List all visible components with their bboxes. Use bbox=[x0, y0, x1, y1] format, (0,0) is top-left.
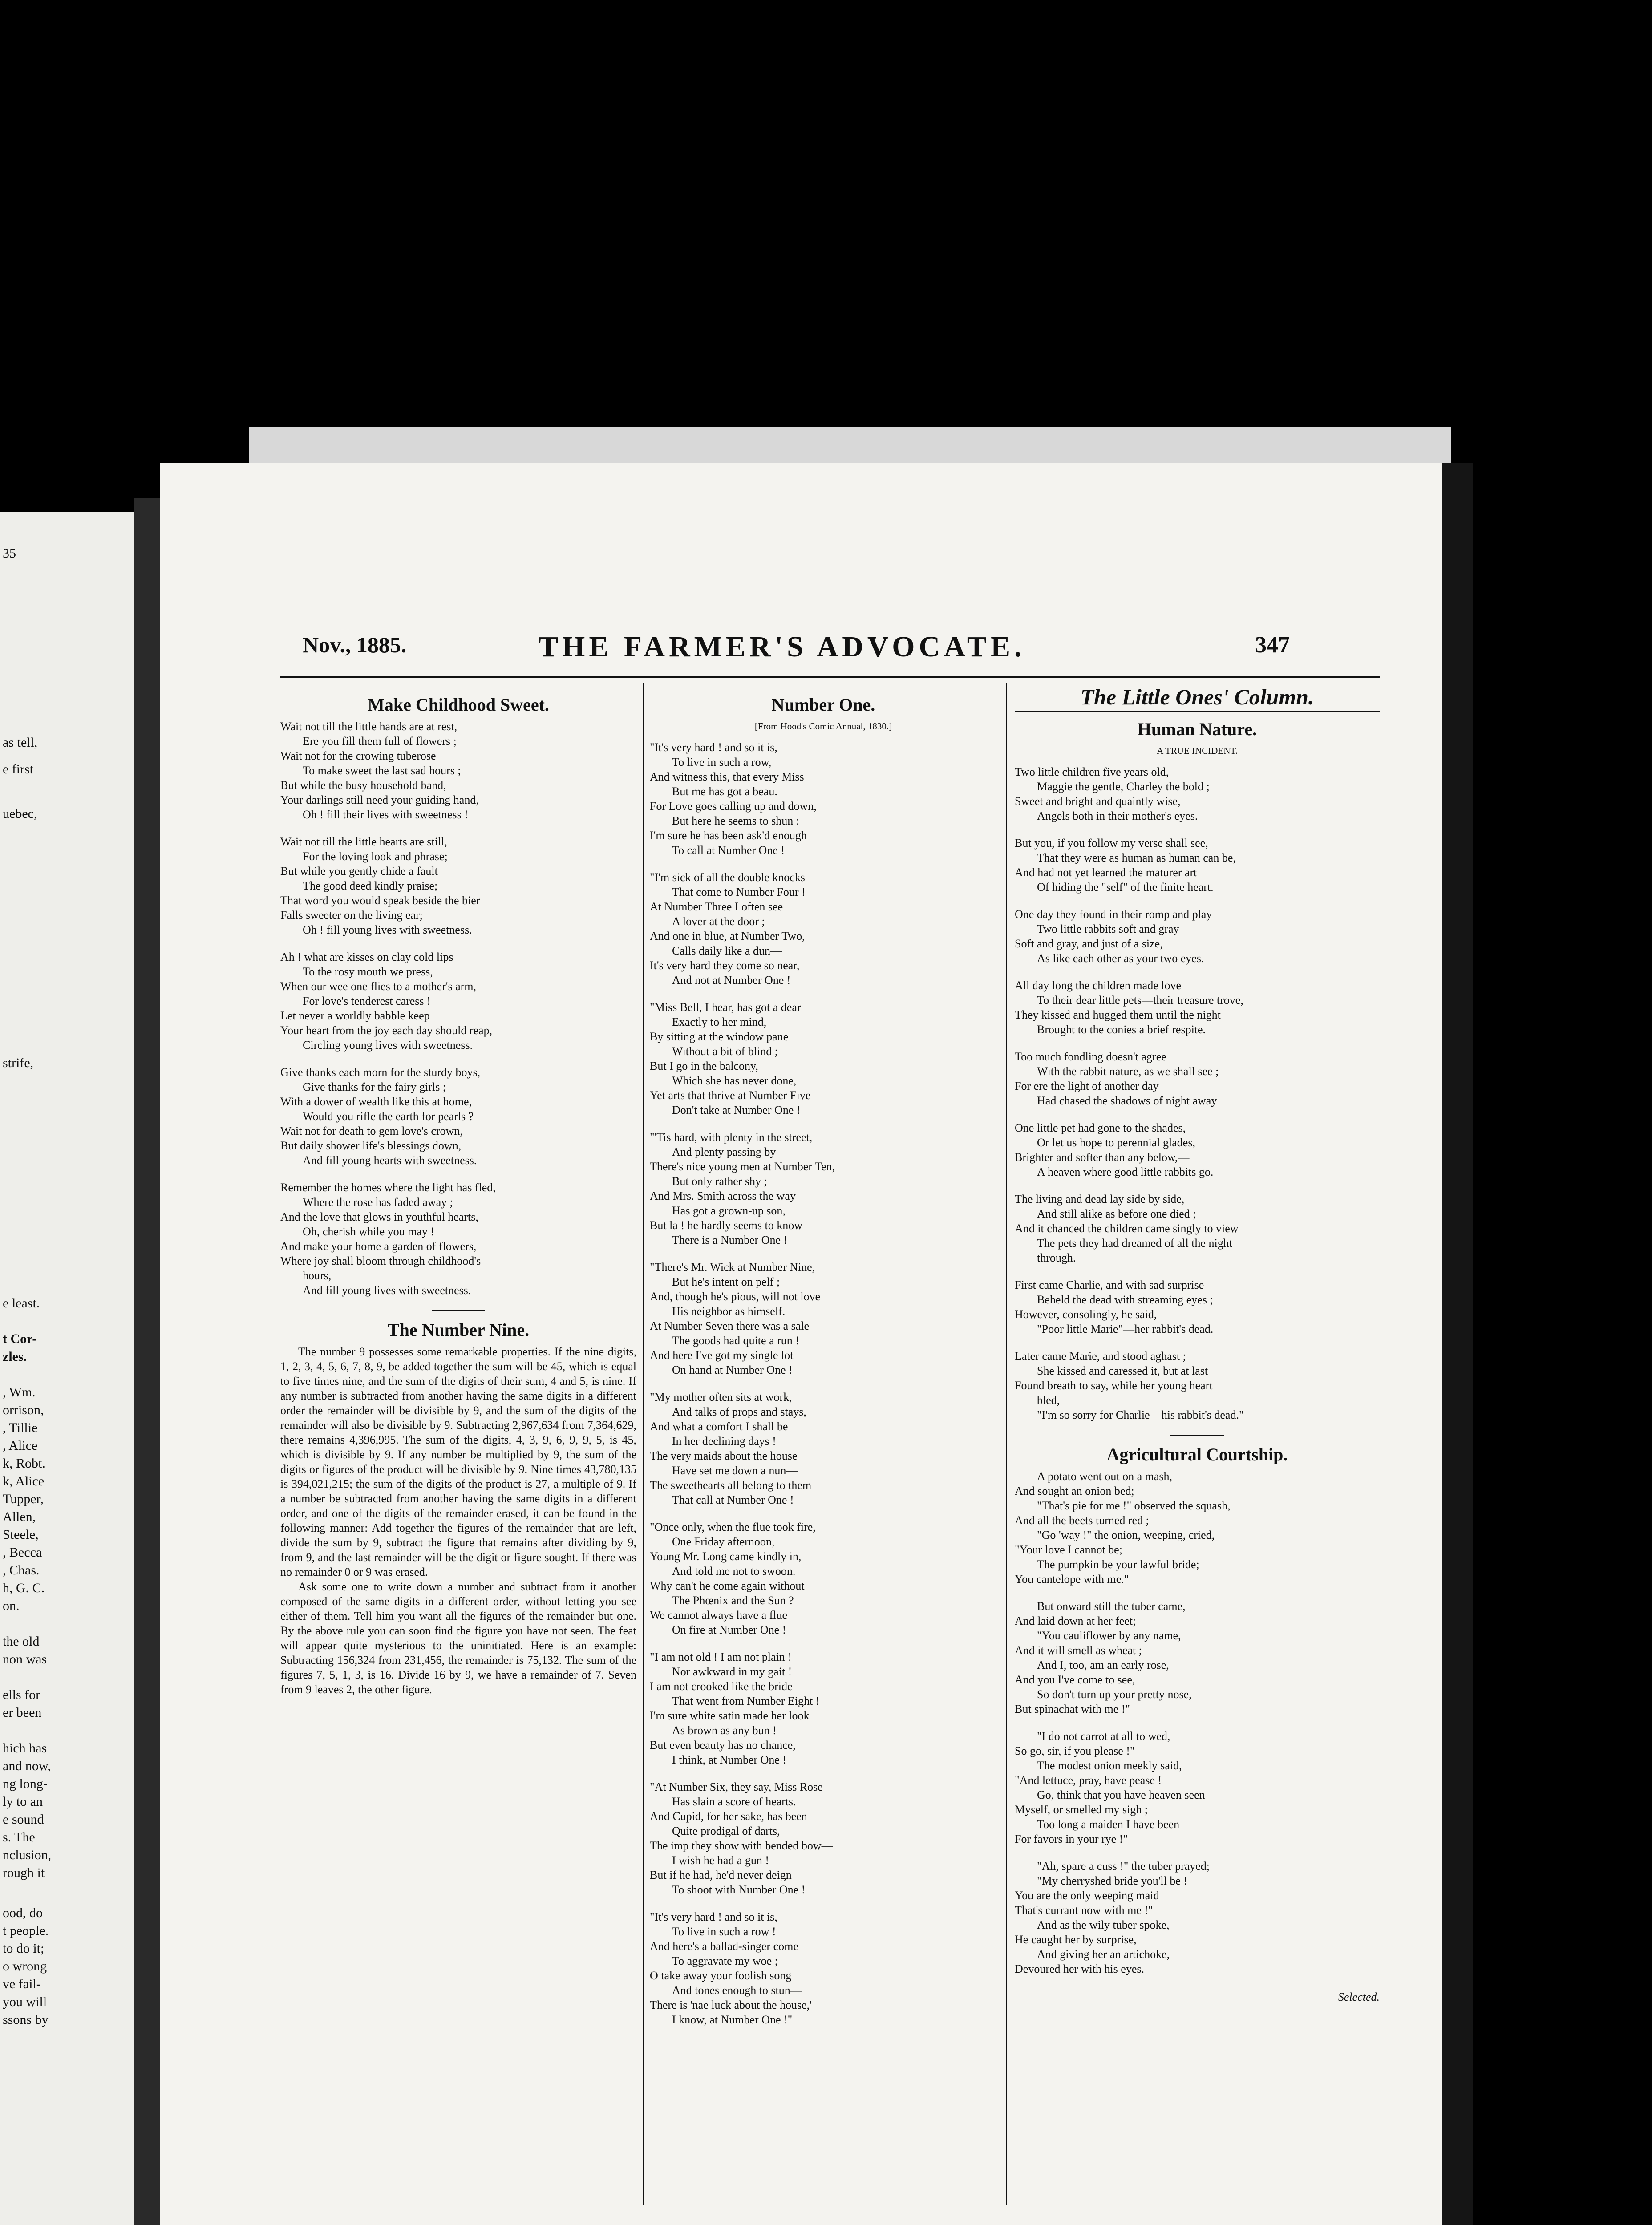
stanza bbox=[1015, 836, 1380, 894]
verse-line: "And lettuce, pray, have pease ! bbox=[1015, 1774, 1162, 1787]
verse-line: Wait not till the little hearts are still, bbox=[280, 835, 447, 848]
column-rule-1 bbox=[643, 683, 644, 2205]
masthead-title: THE FARMER'S ADVOCATE. bbox=[539, 631, 1026, 663]
verse-line: That they were as human as human can be, bbox=[1037, 851, 1236, 864]
facing-page-text: , Alice bbox=[3, 1438, 38, 1453]
verse-line: And not at Number One ! bbox=[672, 974, 791, 987]
stanza bbox=[1015, 1121, 1380, 1179]
verse-line: "My cherryshed bride you'll be ! bbox=[1037, 1874, 1188, 1887]
verse-line: But daily shower life's blessings down, bbox=[280, 1139, 462, 1152]
verse-line: For love's tenderest caress ! bbox=[303, 995, 431, 1007]
facing-page-text: o wrong bbox=[3, 1959, 47, 1974]
verse-line: hours, bbox=[303, 1269, 332, 1282]
stanza bbox=[1015, 1278, 1380, 1336]
book-spine bbox=[134, 498, 160, 2225]
verse-line: Ere you fill them full of flowers ; bbox=[303, 735, 457, 748]
facing-page-text: the old bbox=[3, 1634, 40, 1649]
verse-line: To their dear little pets—their treasure trove, bbox=[1037, 994, 1243, 1007]
stanza bbox=[1015, 907, 1380, 966]
verse-line: Where the rose has faded away ; bbox=[303, 1196, 453, 1209]
verse-line: To shoot with Number One ! bbox=[672, 1883, 806, 1896]
header-date: Nov., 1885. bbox=[303, 632, 407, 657]
facing-page-text: strife, bbox=[3, 1056, 34, 1070]
verse-line: Soft and gray, and just of a size, bbox=[1015, 937, 1163, 950]
verse-line: The pets they had dreamed of all the night bbox=[1037, 1237, 1232, 1250]
facing-page-text: ood, do bbox=[3, 1905, 43, 1920]
verse-line: And it will smell as wheat ; bbox=[1015, 1644, 1142, 1657]
verse-line: And make your home a garden of flowers, bbox=[280, 1240, 477, 1253]
page-top-shadow bbox=[249, 427, 1451, 467]
verse-line: But I go in the balcony, bbox=[650, 1060, 758, 1072]
verse-line: Give thanks for the fairy girls ; bbox=[303, 1080, 446, 1093]
verse-line: The imp they show with bended bow— bbox=[650, 1839, 833, 1852]
verse-line: The living and dead lay side by side, bbox=[1015, 1193, 1185, 1206]
verse-line: Two little rabbits soft and gray— bbox=[1037, 922, 1191, 935]
column-title-rule bbox=[1015, 711, 1380, 712]
verse-line: But spinachat with me !" bbox=[1015, 1703, 1130, 1715]
verse-line: "I'm so sorry for Charlie—his rabbit's dead." bbox=[1037, 1408, 1244, 1421]
facing-page-text: e sound bbox=[3, 1812, 44, 1827]
verse-line: "I'm sick of all the double knocks bbox=[650, 871, 805, 884]
verse-line: And Cupid, for her sake, has been bbox=[650, 1810, 807, 1823]
verse-line: And tones enough to stun— bbox=[672, 1984, 802, 1997]
verse-line: To call at Number One ! bbox=[672, 844, 785, 857]
verse-line: Brighter and softer than any below,— bbox=[1015, 1151, 1190, 1164]
verse-line: I think, at Number One ! bbox=[672, 1753, 787, 1766]
verse-line: "'Tis hard, with plenty in the street, bbox=[650, 1131, 813, 1144]
stanza bbox=[280, 1180, 636, 1298]
facing-page-text: t Cor- bbox=[3, 1331, 37, 1346]
verse-line: There is 'nae luck about the house,' bbox=[650, 1998, 812, 2011]
facing-page-text: er been bbox=[3, 1705, 42, 1720]
poem-subtitle: A TRUE INCIDENT. bbox=[1157, 745, 1238, 756]
section-divider bbox=[1170, 1435, 1224, 1436]
verse-line: There is a Number One ! bbox=[672, 1234, 788, 1246]
stanza bbox=[650, 1260, 997, 1377]
verse-line: A lover at the door ; bbox=[672, 915, 765, 928]
verse-line: For favors in your rye !" bbox=[1015, 1833, 1128, 1845]
verse-line: For ere the light of another day bbox=[1015, 1080, 1159, 1092]
facing-page-text: ells for bbox=[3, 1687, 40, 1702]
facing-page-text: t people. bbox=[3, 1923, 49, 1938]
verse-line: And still alike as before one died ; bbox=[1037, 1207, 1196, 1220]
verse-line: Your darlings still need your guiding hand, bbox=[280, 793, 479, 806]
verse-line: And plenty passing by— bbox=[672, 1145, 788, 1158]
verse-line: I am not crooked like the bride bbox=[650, 1680, 793, 1693]
verse-line: And had not yet learned the maturer art bbox=[1015, 866, 1197, 879]
verse-line: That's currant now with me !" bbox=[1015, 1904, 1153, 1917]
stanza bbox=[1015, 978, 1380, 1037]
verse-line: As brown as any bun ! bbox=[672, 1724, 777, 1737]
stanza bbox=[1015, 1349, 1380, 1422]
stanza bbox=[1015, 1192, 1380, 1265]
verse-line: Beheld the dead with streaming eyes ; bbox=[1037, 1293, 1213, 1306]
verse-line: But you, if you follow my verse shall see, bbox=[1015, 837, 1208, 850]
stanza bbox=[1015, 1729, 1380, 1846]
verse-line: First came Charlie, and with sad surprise bbox=[1015, 1278, 1204, 1291]
verse-line: The modest onion meekly said, bbox=[1037, 1759, 1182, 1772]
verse-line: Sweet and bright and quaintly wise, bbox=[1015, 795, 1181, 808]
verse-line: Your heart from the joy each day should reap, bbox=[280, 1024, 493, 1037]
verse-line: In her declining days ! bbox=[672, 1435, 776, 1448]
verse-line: "You cauliflower by any name, bbox=[1037, 1629, 1181, 1642]
stanza bbox=[1015, 1049, 1380, 1108]
poem-agricultural-courtship bbox=[1015, 1469, 1380, 1976]
facing-page-text: non was bbox=[3, 1652, 47, 1667]
verse-line: Or let us hope to perennial glades, bbox=[1037, 1136, 1195, 1149]
verse-line: A potato went out on a mash, bbox=[1037, 1470, 1173, 1483]
header-rule bbox=[280, 676, 1380, 678]
verse-line: O take away your foolish song bbox=[650, 1969, 792, 1982]
verse-line: Quite prodigal of darts, bbox=[672, 1824, 780, 1837]
facing-page-text: and now, bbox=[3, 1759, 51, 1773]
verse-line: Have set me down a nun— bbox=[672, 1464, 798, 1477]
facing-page-text: you will bbox=[3, 1994, 47, 2009]
verse-line: Myself, or smelled my sigh ; bbox=[1015, 1803, 1148, 1816]
verse-line: That word you would speak beside the bier bbox=[280, 894, 480, 907]
verse-line: But even beauty has no chance, bbox=[650, 1739, 796, 1752]
column-rule-2 bbox=[1006, 683, 1007, 2205]
verse-line: "My mother often sits at work, bbox=[650, 1391, 792, 1404]
verse-line: But onward still the tuber came, bbox=[1037, 1600, 1186, 1613]
stanza bbox=[1015, 1599, 1380, 1716]
verse-line: And here I've got my single lot bbox=[650, 1349, 794, 1362]
verse-line: through. bbox=[1037, 1251, 1076, 1264]
verse-line: You cantelope with me." bbox=[1015, 1573, 1129, 1586]
facing-page-text: , Chas. bbox=[3, 1563, 40, 1578]
facing-page-text: 35 bbox=[3, 546, 16, 561]
verse-line: At Number Three I often see bbox=[650, 900, 783, 913]
verse-line: That call at Number One ! bbox=[672, 1493, 794, 1506]
verse-line: But he's intent on pelf ; bbox=[672, 1275, 780, 1288]
verse-line: Circling young lives with sweetness. bbox=[303, 1039, 473, 1052]
verse-line: She kissed and caressed it, but at last bbox=[1037, 1364, 1208, 1377]
facing-page-text: e least. bbox=[3, 1296, 40, 1311]
verse-line: Wait not for the crowing tuberose bbox=[280, 749, 436, 762]
stanza bbox=[650, 1650, 997, 1767]
verse-line: And sought an onion bed; bbox=[1015, 1485, 1134, 1497]
verse-line: "It's very hard ! and so it is, bbox=[650, 1910, 777, 1923]
verse-line: The Phœnix and the Sun ? bbox=[672, 1594, 794, 1607]
verse-line: Later came Marie, and stood aghast ; bbox=[1015, 1350, 1186, 1363]
facing-page-text: nclusion, bbox=[3, 1848, 52, 1862]
column-2 bbox=[650, 690, 997, 2039]
verse-line: "Poor little Marie"—her rabbit's dead. bbox=[1037, 1323, 1214, 1335]
verse-line: To live in such a row, bbox=[672, 756, 772, 769]
verse-line: But here he seems to shun : bbox=[672, 814, 799, 827]
verse-line: Too much fondling doesn't agree bbox=[1015, 1050, 1166, 1063]
verse-line: At Number Seven there was a sale— bbox=[650, 1319, 821, 1332]
verse-line: "Go 'way !" the onion, weeping, cried, bbox=[1037, 1529, 1215, 1541]
verse-line: Brought to the conies a brief respite. bbox=[1037, 1023, 1206, 1036]
verse-line: Has slain a score of hearts. bbox=[672, 1795, 796, 1808]
verse-line: "There's Mr. Wick at Number Nine, bbox=[650, 1261, 815, 1274]
facing-page-text: Tupper, bbox=[3, 1492, 44, 1506]
verse-line: And told me not to swoon. bbox=[672, 1565, 796, 1578]
facing-page-text: Allen, bbox=[3, 1509, 36, 1524]
verse-line: And all the beets turned red ; bbox=[1015, 1514, 1149, 1527]
verse-line: Why can't he come again without bbox=[650, 1579, 805, 1592]
verse-line: Oh, cherish while you may ! bbox=[303, 1225, 435, 1238]
facing-page-text: e first bbox=[3, 762, 34, 777]
facing-page-text: on. bbox=[3, 1598, 20, 1613]
verse-line: Would you rifle the earth for pearls ? bbox=[303, 1110, 474, 1123]
stanza bbox=[280, 834, 636, 937]
verse-line: As like each other as your two eyes. bbox=[1037, 952, 1204, 965]
verse-line: "That's pie for me !" observed the squash, bbox=[1037, 1499, 1231, 1512]
verse-line: But me has got a beau. bbox=[672, 785, 777, 798]
page-edge bbox=[1442, 463, 1473, 2225]
poem-title-human-nature: Human Nature. bbox=[1137, 719, 1257, 739]
verse-line: "It's very hard ! and so it is, bbox=[650, 741, 777, 754]
facing-page-text: uebec, bbox=[3, 806, 37, 821]
facing-page-text: s. The bbox=[3, 1830, 35, 1845]
stanza bbox=[650, 1909, 997, 2027]
facing-page-fragment bbox=[0, 512, 147, 2225]
facing-page-text: hich has bbox=[3, 1741, 47, 1756]
verse-line: And it chanced the children came singly to view bbox=[1015, 1222, 1239, 1235]
verse-line: Angels both in their mother's eyes. bbox=[1037, 809, 1198, 822]
poem-make-childhood-sweet bbox=[280, 719, 636, 1298]
stanza bbox=[1015, 765, 1380, 823]
verse-line: There's nice young men at Number Ten, bbox=[650, 1160, 835, 1173]
article-title-number-nine: The Number Nine. bbox=[387, 1320, 530, 1340]
verse-line: One little pet had gone to the shades, bbox=[1015, 1121, 1186, 1134]
facing-page-text: zles. bbox=[3, 1349, 27, 1364]
verse-line: bled, bbox=[1037, 1394, 1060, 1407]
stanza bbox=[650, 1520, 997, 1637]
facing-page-text: Steele, bbox=[3, 1527, 39, 1542]
facing-page-text: as tell, bbox=[3, 735, 38, 750]
verse-line: Too long a maiden I have been bbox=[1037, 1818, 1180, 1831]
verse-line: His neighbor as himself. bbox=[672, 1305, 786, 1318]
stanza bbox=[650, 1780, 997, 1897]
verse-line: We cannot always have a flue bbox=[650, 1609, 788, 1622]
verse-line: Wait not for death to gem love's crown, bbox=[280, 1125, 463, 1137]
verse-line: I wish he had a gun ! bbox=[672, 1854, 769, 1867]
stanza bbox=[280, 950, 636, 1052]
facing-page-text: rough it bbox=[3, 1865, 45, 1880]
verse-line: Oh ! fill their lives with sweetness ! bbox=[303, 808, 468, 821]
verse-line: Had chased the shadows of night away bbox=[1037, 1094, 1217, 1107]
verse-line: And you I've come to see, bbox=[1015, 1673, 1135, 1686]
verse-line: Young Mr. Long came kindly in, bbox=[650, 1550, 802, 1563]
verse-line: Falls sweeter on the living ear; bbox=[280, 909, 423, 922]
verse-line: A heaven where good little rabbits go. bbox=[1037, 1165, 1214, 1178]
verse-line: One Friday afternoon, bbox=[672, 1535, 775, 1548]
verse-line: "Miss Bell, I hear, has got a dear bbox=[650, 1001, 801, 1014]
facing-page-text: ng long- bbox=[3, 1776, 48, 1791]
verse-line: Exactly to her mind, bbox=[672, 1015, 767, 1028]
verse-line: But la ! he hardly seems to know bbox=[650, 1219, 802, 1232]
stanza bbox=[1015, 1859, 1380, 1976]
verse-line: He caught her by surprise, bbox=[1015, 1933, 1137, 1946]
verse-line: Ah ! what are kisses on clay cold lips bbox=[280, 951, 453, 963]
verse-line: The good deed kindly praise; bbox=[303, 879, 438, 892]
poem-number-one bbox=[650, 740, 997, 2027]
verse-line: The goods had quite a run ! bbox=[672, 1334, 799, 1347]
verse-line: And fill young lives with sweetness. bbox=[303, 1284, 471, 1297]
verse-line: But while the busy household band, bbox=[280, 779, 446, 792]
verse-line: And as the wily tuber spoke, bbox=[1037, 1918, 1170, 1931]
verse-line: But while you gently chide a fault bbox=[280, 865, 438, 878]
verse-line: Of hiding the "self" of the finite heart. bbox=[1037, 881, 1214, 894]
verse-line: "I am not old ! I am not plain ! bbox=[650, 1651, 792, 1663]
verse-line: They kissed and hugged them until the night bbox=[1015, 1008, 1221, 1021]
verse-line: So don't turn up your pretty nose, bbox=[1037, 1688, 1192, 1701]
facing-page-text: ssons by bbox=[3, 2012, 49, 2027]
verse-line: And talks of props and stays, bbox=[672, 1405, 806, 1418]
verse-line: Let never a worldly babble keep bbox=[280, 1009, 430, 1022]
verse-line: That come to Number Four ! bbox=[672, 886, 806, 898]
verse-line: Yet arts that thrive at Number Five bbox=[650, 1089, 811, 1102]
facing-page-text: orrison, bbox=[3, 1403, 44, 1417]
facing-page-text: , Becca bbox=[3, 1545, 42, 1560]
little-ones-column-title: The Little Ones' Column. bbox=[1080, 684, 1314, 709]
stanza bbox=[280, 1065, 636, 1168]
stanza bbox=[650, 1130, 997, 1247]
verse-line: Maggie the gentle, Charley the bold ; bbox=[1037, 780, 1210, 793]
verse-line: "Your love I cannot be; bbox=[1015, 1543, 1122, 1556]
facing-page-text: k, Alice bbox=[3, 1474, 45, 1489]
verse-line: And witness this, that every Miss bbox=[650, 770, 804, 783]
facing-page-text: ly to an bbox=[3, 1794, 43, 1809]
page-header bbox=[160, 632, 1442, 672]
verse-line: Remember the homes where the light has fled, bbox=[280, 1181, 496, 1194]
verse-line: Devoured her with his eyes. bbox=[1015, 1962, 1144, 1975]
verse-line: "Once only, when the flue took fire, bbox=[650, 1521, 816, 1533]
verse-line: Which she has never done, bbox=[672, 1074, 797, 1087]
newspaper-page bbox=[160, 463, 1442, 2225]
verse-line: With the rabbit nature, as we shall see ; bbox=[1037, 1065, 1219, 1078]
verse-line: "I do not carrot at all to wed, bbox=[1037, 1730, 1170, 1743]
verse-line: With a dower of wealth like this at home, bbox=[280, 1095, 472, 1108]
verse-line: Nor awkward in my gait ! bbox=[672, 1665, 792, 1678]
article-paragraph: Ask some one to write down a number and subtract from it another composed of the same digits in a different order, without letting you see either of them. Tell him you want all the figures of the remainder but one. By the above rule you can soon find the figure you have not seen. The feat will appear quite mysterious to the uninitiated. Here is an example: Subtracting 156,324 from 231,456, the remainder is 75,132. The sum of the figures 7, 5, 1, 3, is 16. Divide 16 by 9, we have a remainder of 7. Seven from 9 leaves 2, the other figure. bbox=[280, 1580, 636, 1696]
facing-page-text: , Wm. bbox=[3, 1385, 36, 1400]
column-1 bbox=[280, 690, 636, 1697]
verse-line: Go, think that you have heaven seen bbox=[1037, 1788, 1205, 1801]
stanza bbox=[650, 740, 997, 858]
verse-line: Without a bit of blind ; bbox=[672, 1045, 778, 1058]
verse-line: On hand at Number One ! bbox=[672, 1363, 793, 1376]
column-3 bbox=[1015, 684, 1380, 2004]
verse-line: And fill young hearts with sweetness. bbox=[303, 1154, 477, 1167]
verse-line: When our wee one flies to a mother's arm, bbox=[280, 980, 477, 993]
verse-line: And I, too, am an early rose, bbox=[1037, 1659, 1169, 1671]
verse-line: "At Number Six, they say, Miss Rose bbox=[650, 1780, 823, 1793]
poem-source: [From Hood's Comic Annual, 1830.] bbox=[754, 721, 892, 732]
verse-line: Oh ! fill young lives with sweetness. bbox=[303, 923, 472, 936]
attribution: —Selected. bbox=[1328, 1990, 1380, 2003]
verse-line: So go, sir, if you please !" bbox=[1015, 1744, 1135, 1757]
verse-line: Don't take at Number One ! bbox=[672, 1104, 801, 1117]
verse-line: But if he had, he'd never deign bbox=[650, 1869, 792, 1881]
facing-page-text: , Tillie bbox=[3, 1420, 38, 1435]
verse-line: On fire at Number One ! bbox=[672, 1623, 786, 1636]
verse-line: The pumpkin be your lawful bride; bbox=[1037, 1558, 1199, 1571]
facing-page-text: ve fail- bbox=[3, 1977, 41, 1991]
verse-line: I'm sure white satin made her look bbox=[650, 1709, 810, 1722]
verse-line: You are the only weeping maid bbox=[1015, 1889, 1159, 1902]
verse-line: Wait not till the little hands are at rest, bbox=[280, 720, 458, 733]
poem-title-make-childhood-sweet: Make Childhood Sweet. bbox=[368, 695, 549, 715]
verse-line: That went from Number Eight ! bbox=[672, 1695, 820, 1707]
verse-line: "Ah, spare a cuss !" the tuber prayed; bbox=[1037, 1860, 1210, 1873]
verse-line: All day long the children made love bbox=[1015, 979, 1182, 992]
verse-line: And, though he's pious, will not love bbox=[650, 1290, 821, 1303]
verse-line: And one in blue, at Number Two, bbox=[650, 930, 805, 943]
facing-page-text: k, Robt. bbox=[3, 1456, 45, 1471]
poem-human-nature bbox=[1015, 765, 1380, 1422]
verse-line: I'm sure he has been ask'd enough bbox=[650, 829, 807, 842]
verse-line: Calls daily like a dun— bbox=[672, 944, 782, 957]
section-divider bbox=[432, 1310, 485, 1311]
verse-line: And the love that glows in youthful hearts, bbox=[280, 1210, 478, 1223]
article-number-nine bbox=[280, 1344, 636, 1697]
verse-line: For the loving look and phrase; bbox=[303, 850, 448, 863]
verse-line: For Love goes calling up and down, bbox=[650, 800, 817, 813]
verse-line: Two little children five years old, bbox=[1015, 765, 1169, 778]
verse-line: Give thanks each morn for the sturdy boys, bbox=[280, 1066, 481, 1079]
stanza bbox=[280, 719, 636, 822]
verse-line: By sitting at the window pane bbox=[650, 1030, 789, 1043]
verse-line: The sweethearts all belong to them bbox=[650, 1479, 812, 1492]
verse-line: But only rather shy ; bbox=[672, 1175, 767, 1188]
stanza bbox=[650, 870, 997, 987]
verse-line: The very maids about the house bbox=[650, 1449, 798, 1462]
verse-line: However, consolingly, he said, bbox=[1015, 1308, 1157, 1321]
verse-line: I know, at Number One !" bbox=[672, 2013, 793, 2026]
verse-line: And Mrs. Smith across the way bbox=[650, 1189, 796, 1202]
stanza bbox=[1015, 1469, 1380, 1586]
page-number: 347 bbox=[1255, 632, 1290, 658]
verse-line: And what a comfort I shall be bbox=[650, 1420, 788, 1433]
verse-line: Where joy shall bloom through childhood's bbox=[280, 1254, 481, 1267]
verse-line: To aggravate my woe ; bbox=[672, 1954, 778, 1967]
verse-line: To the rosy mouth we press, bbox=[303, 965, 433, 978]
facing-page-text: to do it; bbox=[3, 1941, 45, 1956]
verse-line: Has got a grown-up son, bbox=[672, 1204, 786, 1217]
poem-title-number-one: Number One. bbox=[771, 695, 875, 715]
verse-line: And giving her an artichoke, bbox=[1037, 1948, 1170, 1961]
stanza bbox=[650, 1000, 997, 1117]
article-paragraph: The number 9 possesses some remarkable properties. If the nine digits, 1, 2, 3, 4, 5, 6, 7, 8, 9, be added together the sum will be 45, which is equal to five times nine, and the sum of the digits of their sum, 4 and 5, is nine. If any number is subtracted from another having the same digits in a different order the remainder will be divisible by 9, and the sum of the digits of the remainder will also be divisible by 9. Subtracting 2,967,634 from 7,364,629, there remains 4,396,995. The sum of the digits, 4, 3, 9, 6, 9, 9, 5, is 45, which is divisible by 9. If any number be multiplied by 9, the sum of the digits or figures of the product will be divisible by 9. Nine times 43,780,135 is 394,021,215; the sum of the digits of the product is 27, a multiple of 9. If a number be subtracted from another having the same digits in a different order, and one of the digits of the remainder erased, it can be found in the following manner: Add together the figures of the remainder that are left, divide the sum by 9, subtract the figure that remains after dividing by 9, from 9, and the last remainder will be the digit or figure sought. If there was no remainder 0 or 9 was erased. bbox=[280, 1345, 636, 1578]
verse-line: To live in such a row ! bbox=[672, 1925, 776, 1938]
verse-line: And here's a ballad-singer come bbox=[650, 1940, 798, 1953]
verse-line: One day they found in their romp and play bbox=[1015, 908, 1212, 921]
stanza bbox=[650, 1390, 997, 1507]
verse-line: It's very hard they come so near, bbox=[650, 959, 800, 972]
poem-title-agricultural-courtship: Agricultural Courtship. bbox=[1106, 1444, 1288, 1464]
verse-line: And laid down at her feet; bbox=[1015, 1614, 1136, 1627]
verse-line: To make sweet the last sad hours ; bbox=[303, 764, 461, 777]
verse-line: Found breath to say, while her young heart bbox=[1015, 1379, 1213, 1392]
facing-page-text: h, G. C. bbox=[3, 1581, 45, 1595]
